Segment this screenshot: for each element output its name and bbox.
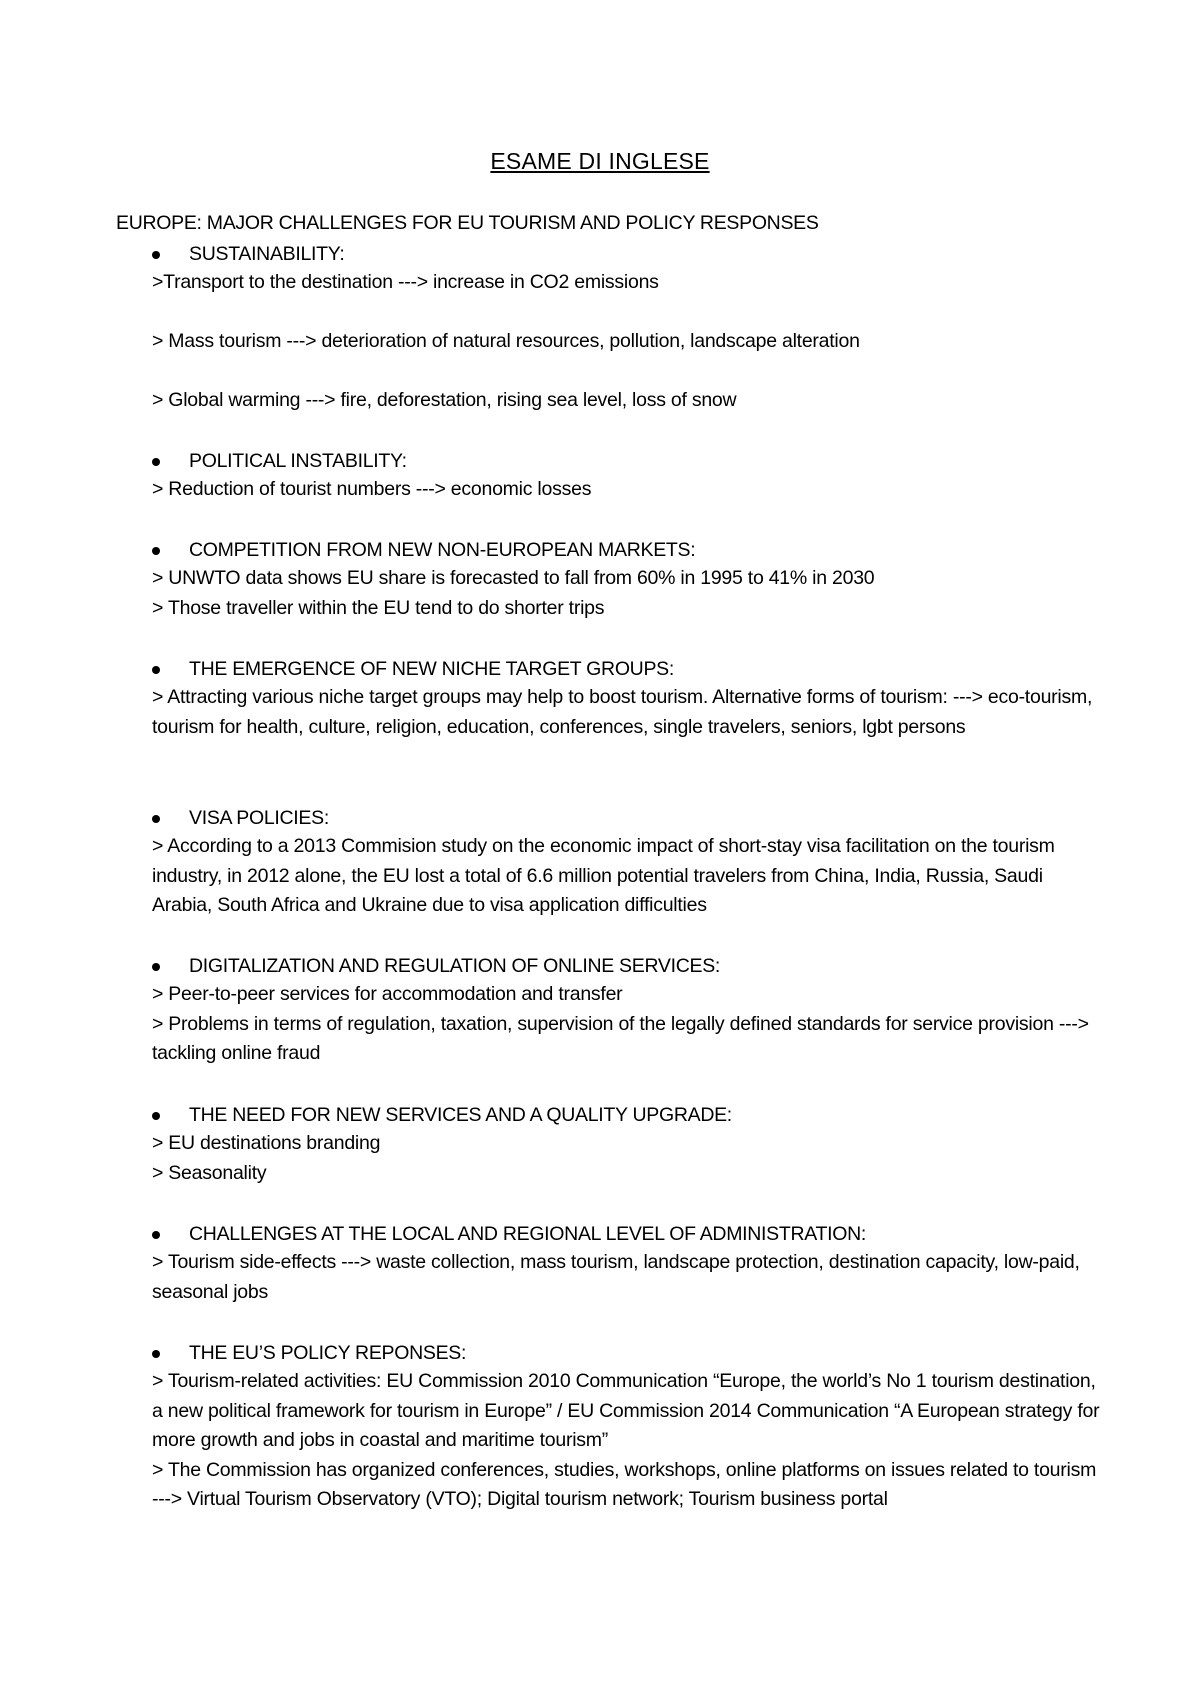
section-eu-policy-responses [0,1339,1200,1515]
section-heading [0,1220,1200,1248]
section-heading [0,240,1200,268]
list-item: > Peer-to-peer services for accommodation and transfer [152,983,623,1005]
section-heading-label: COMPETITION FROM NEW NON-EUROPEAN MARKETS: [189,539,696,561]
section-heading-label: DIGITALIZATION AND REGULATION OF ONLINE SERVICES: [189,955,721,977]
list-item: > Global warming ---> fire, deforestation, rising sea level, loss of snow [152,389,737,411]
section-digitalization [0,952,1200,1069]
list-item: > Seasonality [152,1161,267,1184]
list-item: > Attracting various niche target groups may help to boost tourism. Alternative forms of tourism: ---> eco-tourism, tourism for health, culture, religion, education, conferences, single travelers, seniors, lgbt persons [152,686,1093,738]
list-item: > EU destinations branding [152,1132,381,1154]
bullet-icon [152,963,160,971]
section-heading-label: THE EMERGENCE OF NEW NICHE TARGET GROUPS: [189,658,674,680]
bullet-icon [152,458,160,466]
section-sustainability [0,240,1200,416]
section-heading [0,804,1200,832]
list-item: > UNWTO data shows EU share is forecasted to fall from 60% in 1995 to 41% in 2030 [152,567,875,589]
section-heading [0,447,1200,475]
section-visa-policies [0,804,1200,921]
bullet-icon [152,547,160,555]
section-heading [0,655,1200,683]
document-subtitle: EUROPE: MAJOR CHALLENGES FOR EU TOURISM AND POLICY RESPONSES [116,212,819,234]
section-heading [0,1101,1200,1129]
section-new-services [0,1101,1200,1188]
section-niche-target-groups [0,655,1200,742]
list-item: > Tourism-related activities: EU Commission 2010 Communication “Europe, the world’s No 1 tourism destination, a new political framework for tourism in Europe” / EU Commission 2014 Communication “A European strategy for more growth and jobs in coastal and maritime tourism” [152,1370,1100,1451]
bullet-icon [152,815,160,823]
list-item: > Tourism side-effects ---> waste collection, mass tourism, landscape protection, destination capacity, low-paid, seasonal jobs [152,1251,1080,1303]
section-heading-label: SUSTAINABILITY: [189,243,345,265]
section-heading-label: VISA POLICIES: [189,807,329,829]
section-heading-label: THE EU’S POLICY REPONSES: [189,1342,467,1364]
bullet-icon [152,1112,160,1120]
bullet-icon [152,1231,160,1239]
section-heading [0,952,1200,980]
list-item: > The Commission has organized conferences, studies, workshops, online platforms on issues related to tourism ---> Virtual Tourism Observatory (VTO); Digital tourism network; Tourism business portal [152,1458,1097,1510]
section-competition [0,536,1200,623]
section-political-instability [0,447,1200,505]
section-local-regional [0,1220,1200,1307]
bullet-icon [152,1350,160,1358]
page-title: ESAME DI INGLESE [490,148,710,174]
list-item: > According to a 2013 Commision study on the economic impact of short-stay visa facilitation on the tourism industry, in 2012 alone, the EU lost a total of 6.6 million potential travelers from China, India, Russia, Saudi Arabia, South Africa and Ukraine due to visa application difficulties [152,835,1055,916]
section-heading [0,1339,1200,1367]
section-heading-label: CHALLENGES AT THE LOCAL AND REGIONAL LEVEL OF ADMINISTRATION: [189,1223,867,1245]
bullet-icon [152,251,160,259]
list-item: > Problems in terms of regulation, taxation, supervision of the legally defined standards for service provision ---> tackling online fraud [152,1012,1089,1064]
bullet-icon [152,666,160,674]
list-item: > Reduction of tourist numbers ---> economic losses [152,478,592,500]
list-item: >Transport to the destination ---> increase in CO2 emissions [152,271,659,293]
list-item: > Those traveller within the EU tend to do shorter trips [152,596,605,619]
section-heading-label: THE NEED FOR NEW SERVICES AND A QUALITY UPGRADE: [189,1104,732,1126]
section-heading [0,536,1200,564]
list-item: > Mass tourism ---> deterioration of natural resources, pollution, landscape alteration [152,330,860,352]
section-heading-label: POLITICAL INSTABILITY: [189,450,407,472]
